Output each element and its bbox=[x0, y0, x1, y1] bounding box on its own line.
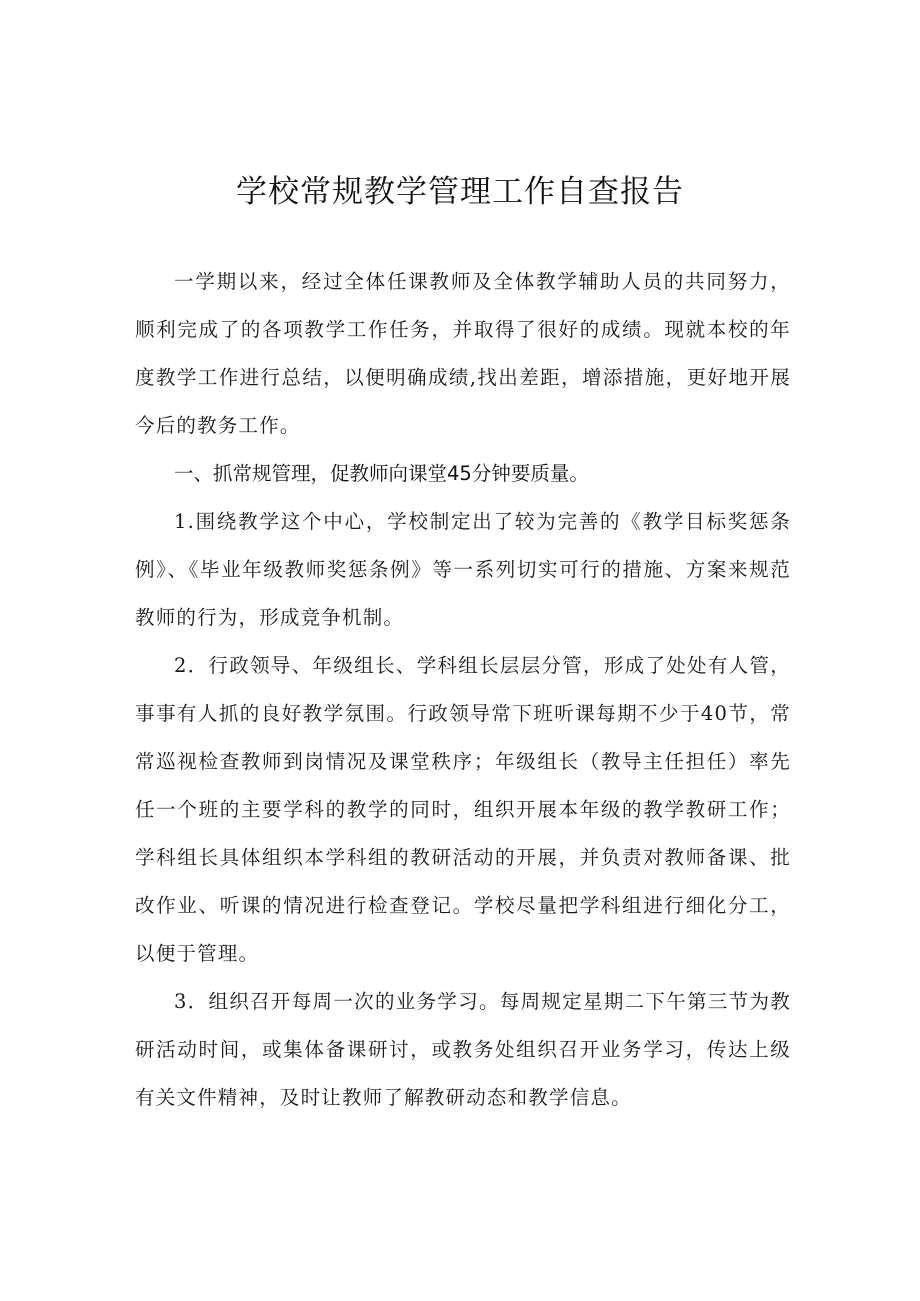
list-item-1: 1.围绕教学这个中心，学校制定出了较为完善的《教学目标奖惩条例》、《毕业年级教师奖惩条例》等一系列切实可行的措施、方案来规范教师的行为，形成竞争机制。 bbox=[135, 510, 791, 629]
section-heading: 一、抓常规管理，促教师向课堂45分钟要质量。 bbox=[174, 462, 589, 485]
intro-paragraph: 一学期以来，经过全体任课教师及全体教学辅助人员的共同努力，顺利完成了的各项教学工作任务，并取得了很好的成绩。现就本校的年度教学工作进行总结，以便明确成绩,找出差距，增添措施，更好地开展今后的教务工作。 bbox=[135, 270, 791, 437]
list-item-3: 3．组织召开每周一次的业务学习。每周规定星期二下午第三节为教研活动时间，或集体备课研讨，或教务处组织召开业务学习，传达上级有关文件精神，及时让教师了解教研动态和教学信息。 bbox=[135, 990, 791, 1109]
list-item-2: 2．行政领导、年级组长、学科组长层层分管，形成了处处有人管，事事有人抓的良好教学氛围。行政领导常下班听课每期不少于40节，常常巡视检查教师到岗情况及课堂秩序；年级组长（教导主任担任）率先任一个班的主要学科的教学的同时，组织开展本年级的教学教研工作；学科组长具体组织本学科组的教研活动的开展，并负责对教师备课、批改作业、听课的情况进行检查登记。学校尽量把学科组进行细化分工，以便于管理。 bbox=[135, 654, 791, 965]
document-body bbox=[135, 258, 791, 1122]
document-title: 学校常规教学管理工作自查报告 bbox=[236, 174, 684, 210]
